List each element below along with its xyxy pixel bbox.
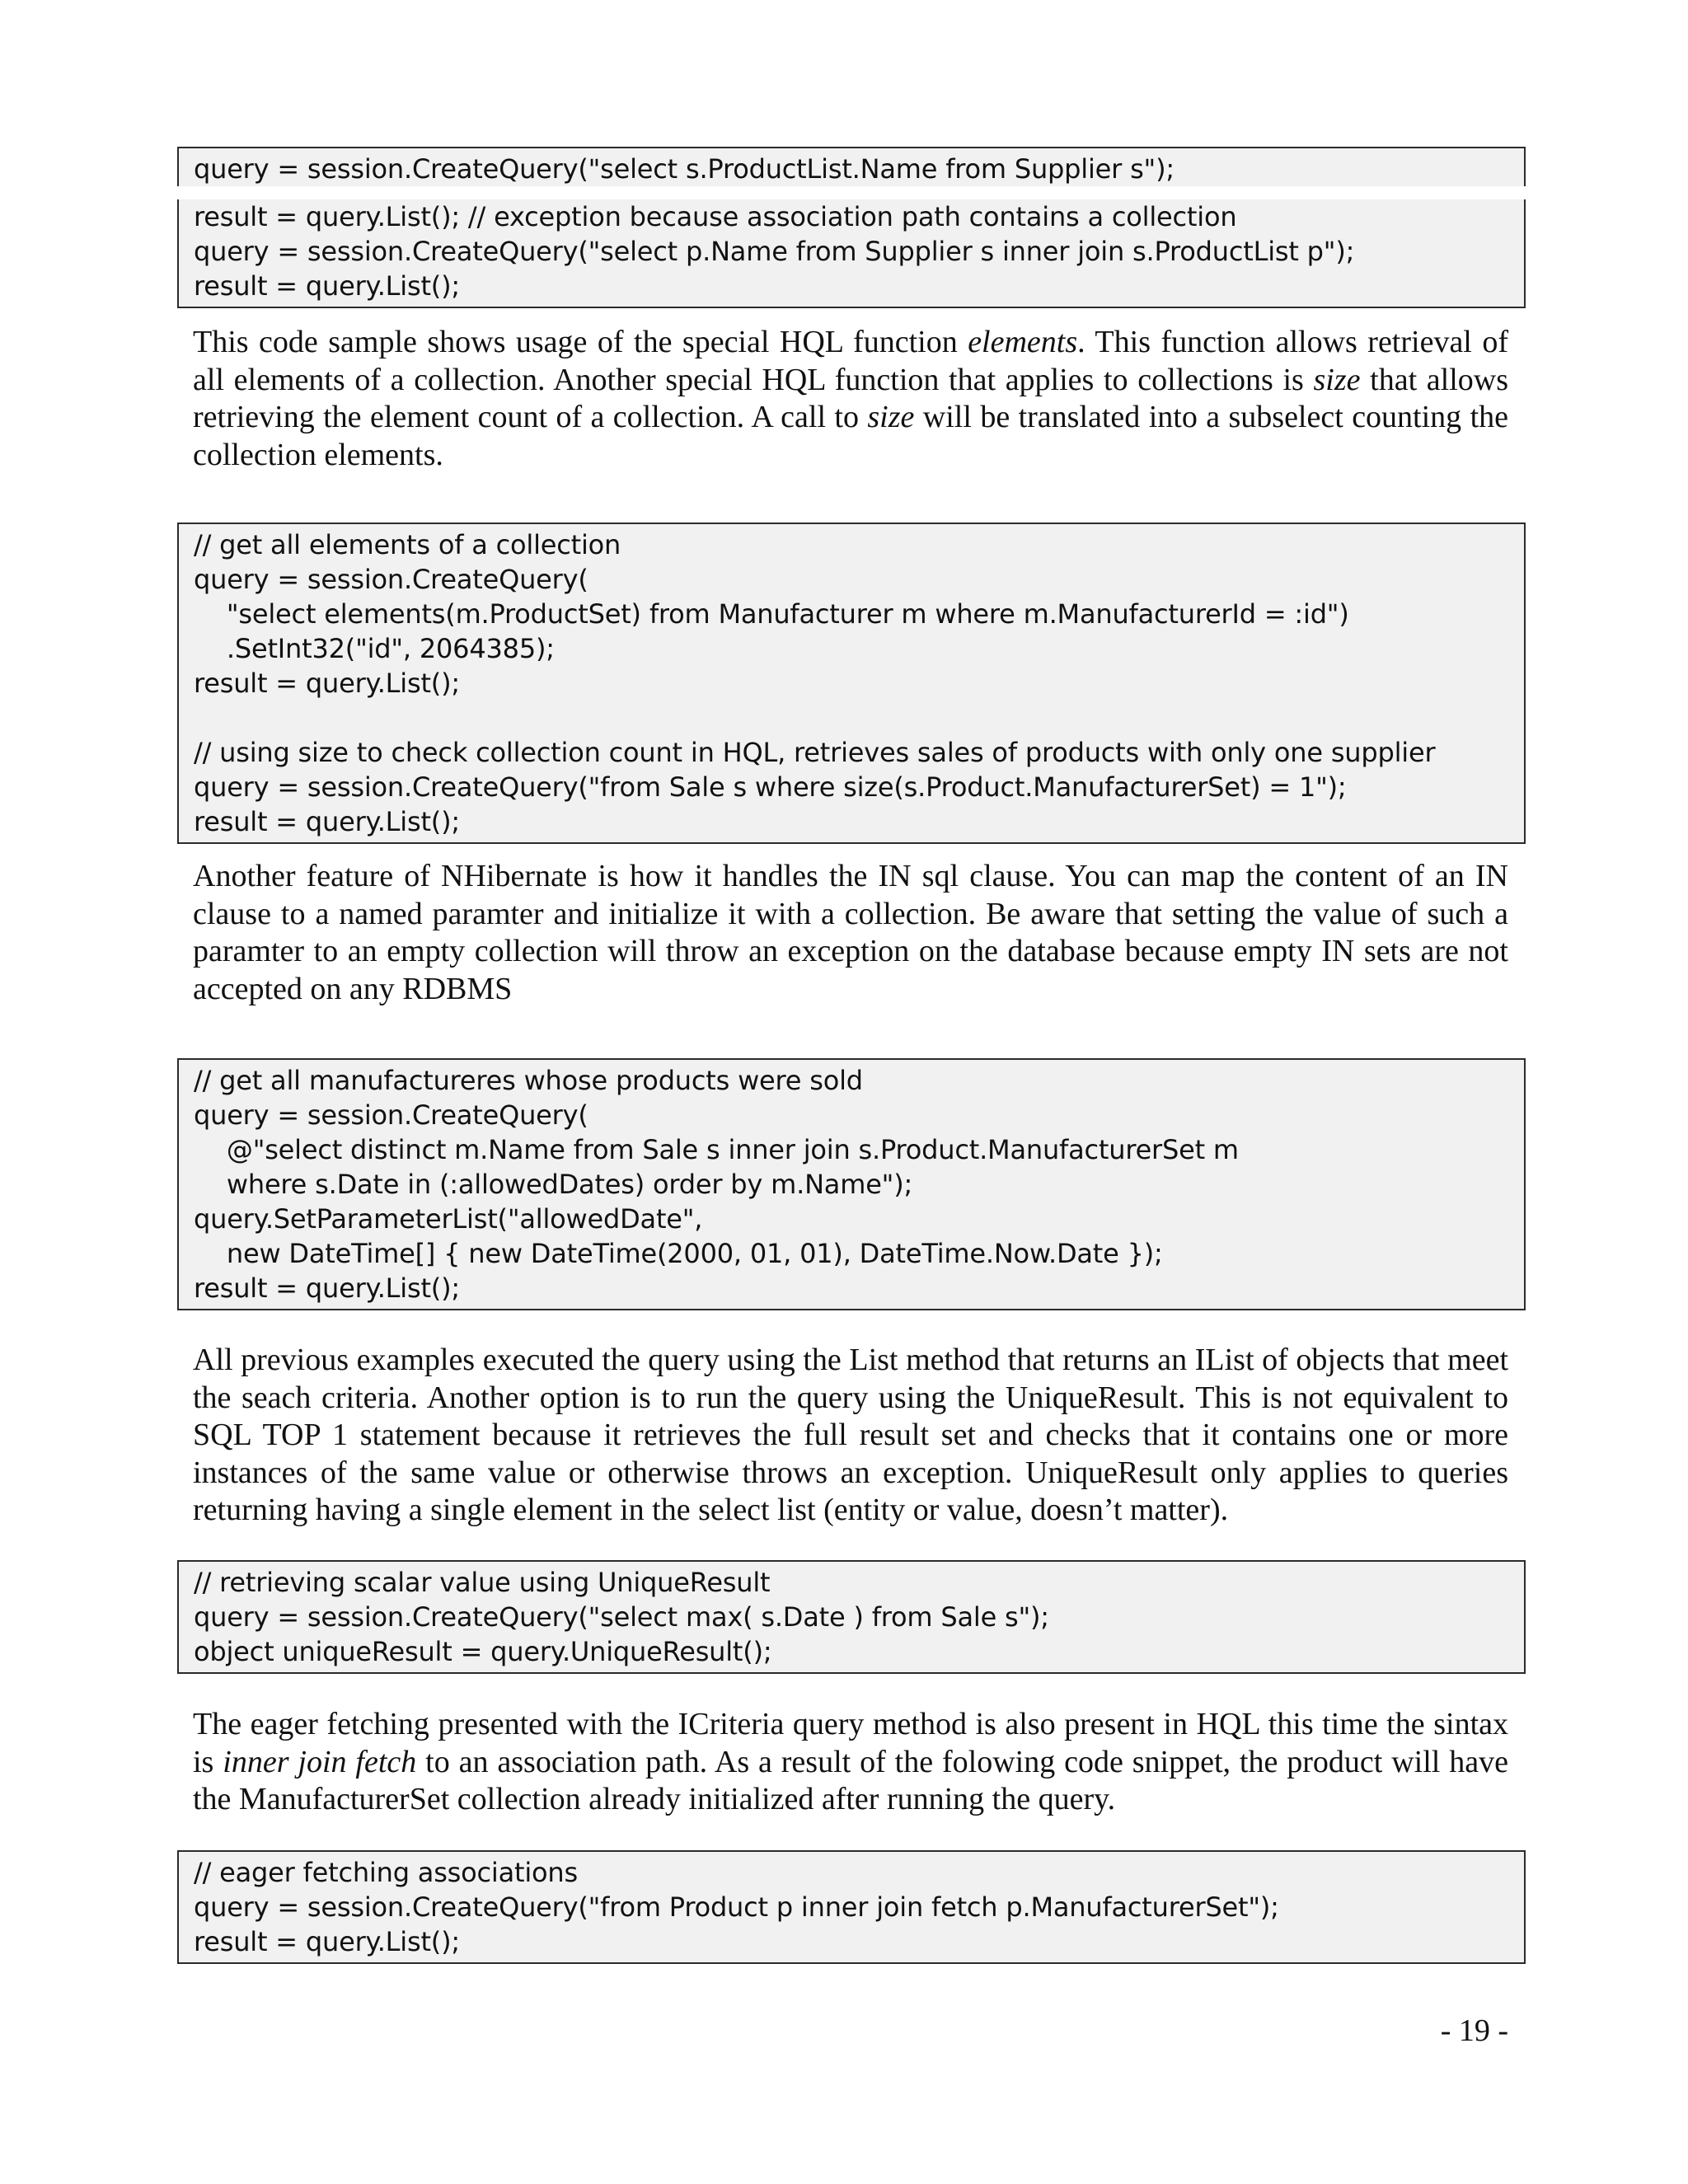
code-line: object uniqueResult = query.UniqueResult(); (194, 1636, 772, 1667)
code-line: result = query.List(); (194, 668, 460, 699)
code-block-3 (177, 1058, 1526, 1310)
paragraph-1: This code sample shows usage of the special HQL function elements. This function allows retrieval of all elements of a collection. Another special HQL function that applies to collections is size that allows retrieving the element count of a collection. A call to size will be translated into a subselect counting the collection elements. (193, 325, 1508, 472)
code-block-1-head (177, 147, 1526, 186)
code-line: result = query.List(); // exception because association path contains a collection (194, 201, 1237, 232)
code-line: query = session.CreateQuery("from Sale s where size(s.Product.ManufacturerSet) = 1"); (194, 771, 1347, 803)
paragraph-3: All previous examples executed the query using the List method that returns an IList of objects that meet the seach criteria. Another option is to run the query using the UniqueResult. This is not equivalent to SQL TOP 1 statement because it retrieves the full result set and checks that it contains one or more instances of the same value or otherwise throws an exception. UniqueResult only applies to queries returning having a single element in the select list (entity or value, doesn’t matter). (193, 1343, 1508, 1527)
code-line: result = query.List(); (194, 806, 460, 837)
paragraph-2: Another feature of NHibernate is how it handles the IN sql clause. You can map the content of an IN clause to a named paramter and initialize it with a collection. Be aware that setting the value of such a paramter to an empty collection will throw an exception on the database because empty IN sets are not accepted on any RDBMS (193, 859, 1508, 1006)
code-comment: // retrieving scalar value using UniqueResult (194, 1567, 771, 1598)
code-line: "select elements(m.ProductSet) from Manufacturer m where m.ManufacturerId = :id") (194, 598, 1349, 630)
code-block-2 (177, 523, 1526, 844)
code-line: new DateTime[] { new DateTime(2000, 01, 01), DateTime.Now.Date }); (194, 1238, 1163, 1269)
code-line: query = session.CreateQuery("from Product p inner join fetch p.ManufacturerSet"); (194, 1891, 1279, 1923)
code-comment: // using size to check collection count in HQL, retrieves sales of products with only one supplier (194, 737, 1436, 768)
code-line: @"select distinct m.Name from Sale s inner join s.Product.ManufacturerSet m (194, 1134, 1239, 1165)
code-block-1-body (177, 199, 1526, 308)
code-line: query = session.CreateQuery("select s.ProductList.Name from Supplier s"); (194, 153, 1175, 185)
code-comment: // get all manufactureres whose products were sold (194, 1065, 863, 1096)
code-line: query = session.CreateQuery( (194, 1099, 588, 1131)
paragraph-4: The eager fetching presented with the ICriteria query method is also present in HQL this time the sintax is inner join fetch to an association path. As a result of the folowing code snippet, the product will have the ManufacturerSet collection already initialized after running the query. (193, 1707, 1508, 1816)
code-line: query.SetParameterList("allowedDate", (194, 1203, 703, 1235)
code-comment: // get all elements of a collection (194, 529, 621, 560)
code-blank-line (194, 701, 1509, 735)
code-line: .SetInt32("id", 2064385); (194, 633, 555, 664)
code-line: query = session.CreateQuery("select max( s.Date ) from Sale s"); (194, 1601, 1049, 1633)
code-block-5 (177, 1850, 1526, 1964)
code-line: where s.Date in (:allowedDates) order by m.Name"); (194, 1169, 913, 1200)
code-comment: // eager fetching associations (194, 1857, 578, 1888)
code-line: result = query.List(); (194, 1926, 460, 1957)
code-line: result = query.List(); (194, 1272, 460, 1304)
code-line: query = session.CreateQuery( (194, 564, 588, 595)
page-number: - 19 - (1440, 2013, 1508, 2048)
code-line: query = session.CreateQuery("select p.Name from Supplier s inner join s.ProductList p"); (194, 236, 1355, 267)
code-line: result = query.List(); (194, 270, 460, 302)
code-block-4 (177, 1560, 1526, 1674)
